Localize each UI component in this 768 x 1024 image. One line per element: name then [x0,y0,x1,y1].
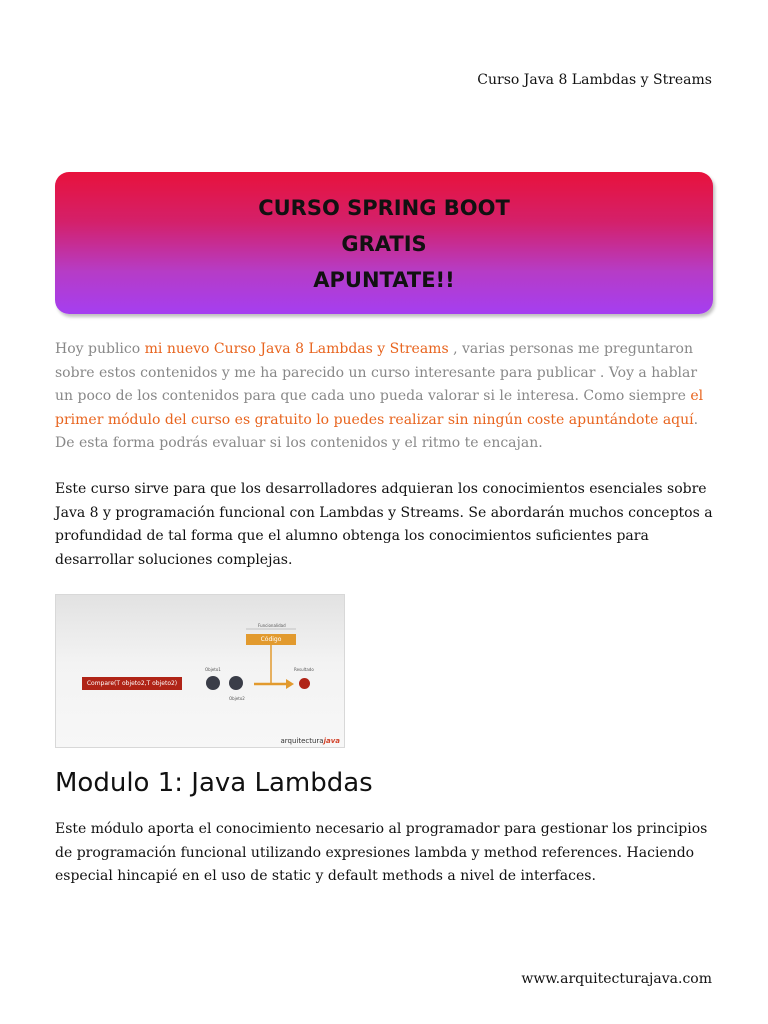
intro-paragraph [55,338,715,456]
course-description: Este curso sirve para que los desarrolladores adquieran los conocimientos esenciales sobre Java 8 y programación funcional con Lambdas y Streams. Se abordarán muchos conceptos a profundidad de tal forma que el alumno obtenga los conocimientos suficientes para desarrollar soluciones complejas. [55,481,713,568]
logo-text-a: arquitectura [280,737,324,745]
thumb-code-box: Código [246,634,296,645]
header-title: Curso Java 8 Lambdas y Streams [477,72,712,88]
banner-line-1: CURSO SPRING BOOT [258,196,510,220]
thumb-object2-dot [229,676,243,690]
footer-url[interactable]: www.arquitecturajava.com [521,971,712,987]
module-description: Este módulo aporta el conocimiento necesario al programador para gestionar los principios de programación funcional utilizando expresiones lambda y method references. Haciendo especial hincapié en el uso de static y default methods a nivel de interfaces. [55,821,708,884]
course-link[interactable]: mi nuevo Curso Java 8 Lambdas y Streams [144,341,449,357]
thumb-label-objeto2: Objeto2 [229,696,245,701]
banner-line-3: APUNTATE!! [313,268,455,292]
spring-boot-course-banner[interactable] [55,172,713,314]
thumb-object1-dot [206,676,220,690]
logo-text-b: java [323,737,340,745]
thumb-label-objeto1: Objeto1 [205,667,221,672]
free-module-link[interactable]: el primer módulo del curso es gratuito lo puedes realizar sin ningún coste apuntándote aquí [55,388,704,428]
banner-line-2: GRATIS [341,232,427,256]
thumb-compare-box: Compare(T objeto2,T objeto2) [82,677,182,690]
module-heading: Modulo 1: Java Lambdas [55,768,373,798]
thumb-result-dot [299,678,310,689]
intro-text-2: , varias personas me preguntaron sobre estos contenidos y me ha parecido un curso interesante para publicar . Voy a hablar un poco de los contenidos para que cada uno pueda valorar si le interesa. Como siempre [55,341,698,404]
intro-text-1: Hoy publico [55,341,145,357]
course-video-thumbnail[interactable] [55,594,345,748]
thumb-label-funcionalidad: Funcionalidad [258,623,286,628]
arquitecturajava-logo [280,737,340,745]
thumb-label-resultado: Resultado [294,667,314,672]
intro-text-3: . De esta forma podrás evaluar si los contenidos y el ritmo te encajan. [55,411,699,451]
